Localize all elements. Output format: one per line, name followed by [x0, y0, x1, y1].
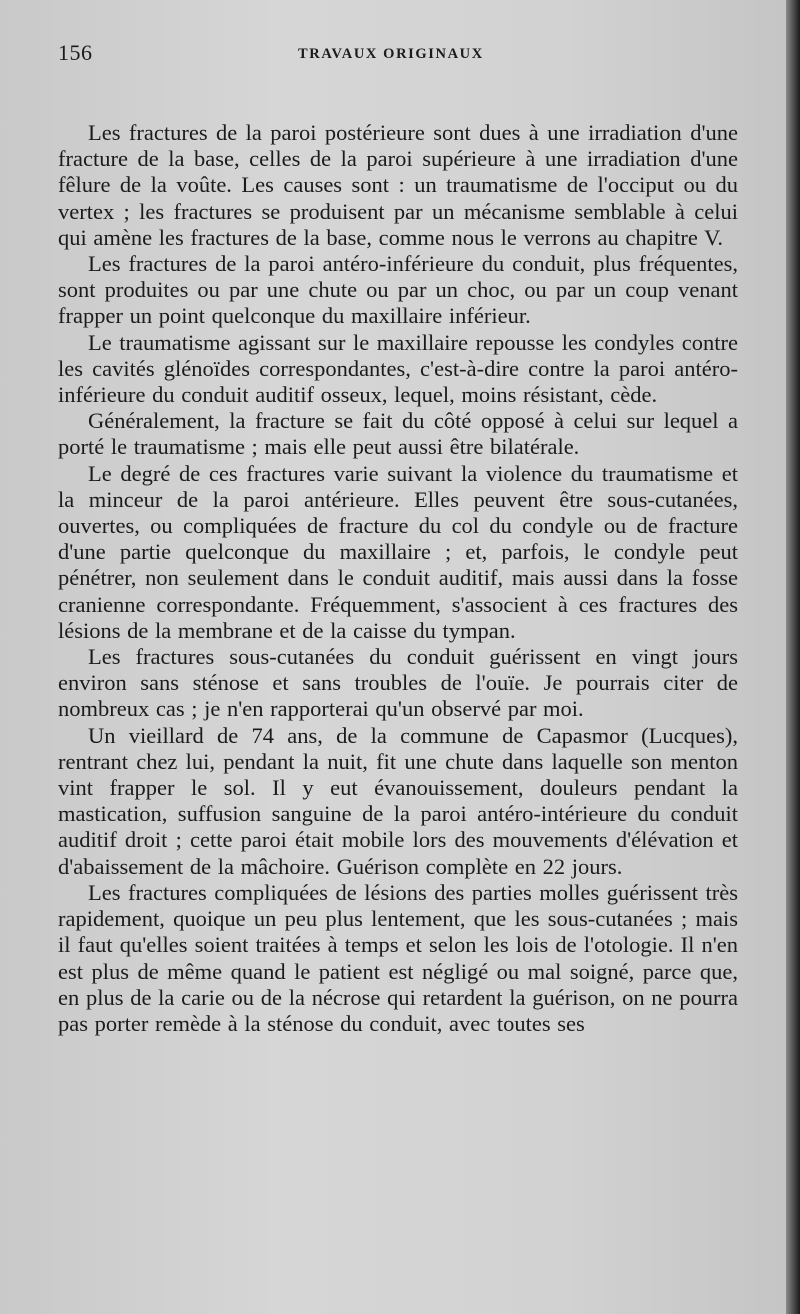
body-text [58, 120, 738, 1037]
paragraph: Un vieillard de 74 ans, de la commune de Capasmor (Lucques), rentrant chez lui, pendant la nuit, fit une chute dans laquelle son menton vint frapper le sol. Il y eut évanouissement, douleurs pendant la mastication, suffusion sanguine de la paroi antéro-intérieure du conduit auditif droit ; cette paroi était mobile lors des mouvements d'élévation et d'abaissement de la mâchoire. Guérison complète en 22 jours. [58, 722, 738, 879]
paragraph: Le traumatisme agissant sur le maxillaire repousse les condyles contre les cavités glénoïdes correspondantes, c'est-à-dire contre la paroi antéro-inférieure du conduit auditif osseux, lequel, moins résistant, cède. [58, 329, 738, 408]
paragraph: Les fractures de la paroi postérieure sont dues à une irradiation d'une fracture de la base, celles de la paroi supérieure à une irradiation d'une fêlure de la voûte. Les causes sont : un traumatisme de l'occiput ou du vertex ; les fractures se produisent par un mécanisme semblable à celui qui amène les fractures de la base, comme nous le verrons au chapitre V. [58, 120, 738, 250]
paragraph: Les fractures de la paroi antéro-inférieure du conduit, plus fréquentes, sont produites ou par une chute ou par un choc, ou par un coup venant frapper un point quelconque du maxillaire inférieur. [58, 251, 738, 329]
paragraph: Les fractures sous-cutanées du conduit guérissent en vingt jours environ sans sténose et sans troubles de l'ouïe. Je pourrais citer de nombreux cas ; je n'en rapporterai qu'un observé par moi. [58, 644, 738, 722]
paragraph: Généralement, la fracture se fait du côté opposé à celui sur lequel a porté le traumatisme ; mais elle peut aussi être bilatérale. [58, 408, 738, 460]
paragraph: Les fractures compliquées de lésions des parties molles guérissent très rapidement, quoique un peu plus lentement, que les sous-cutanées ; mais il faut qu'elles soient traitées à temps et selon les lois de l'otologie. Il n'en est plus de même quand le patient est négligé ou mal soigné, parce que, en plus de la carie ou de la nécrose qui retardent la guérison, on ne pourra pas porter remède à la sténose du conduit, avec toutes ses [58, 879, 738, 1036]
running-title: TRAVAUX ORIGINAUX [298, 46, 484, 62]
page-number: 156 [58, 40, 93, 65]
paragraph: Le degré de ces fractures varie suivant la violence du traumatisme et la minceur de la paroi antérieure. Elles peuvent être sous-cutanées, ouvertes, ou compliquées de fracture du col du condyle ou de fracture d'une partie quelconque du maxillaire ; et, parfois, le condyle peut pénétrer, non seulement dans le conduit auditif, mais aussi dans la fosse cranienne correspondante. Fréquemment, s'associent à ces fractures des lésions de la membrane et de la caisse du tympan. [58, 460, 738, 643]
page-edge-shadow [786, 0, 800, 1314]
page-header [58, 40, 738, 74]
